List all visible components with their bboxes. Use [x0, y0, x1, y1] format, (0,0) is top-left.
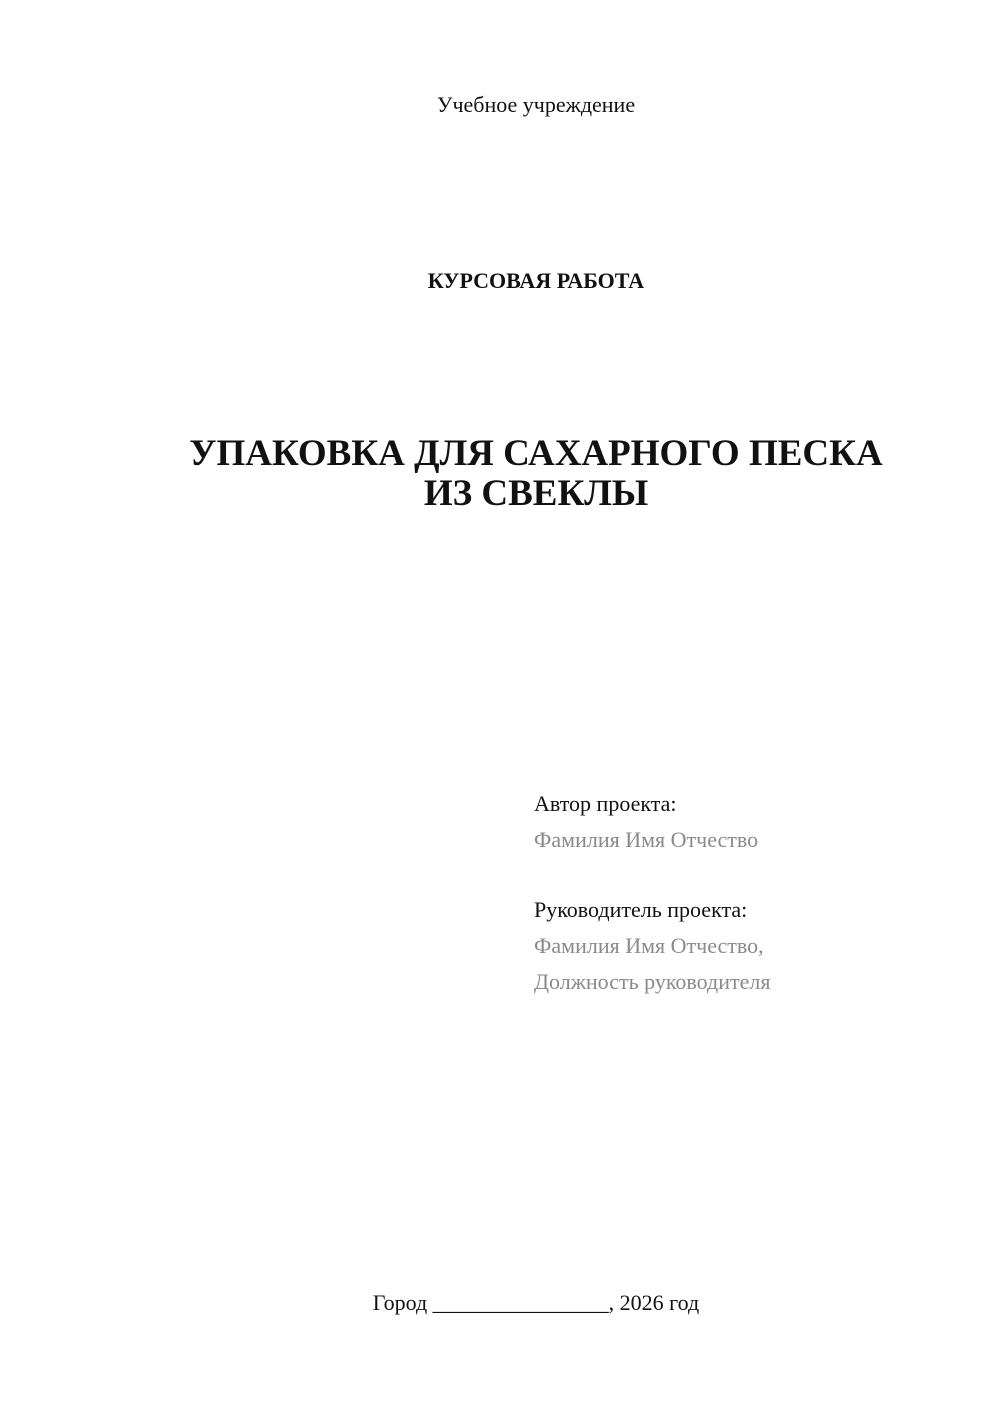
- document-title-line-1: УПАКОВКА ДЛЯ САХАРНОГО ПЕСКА: [189, 433, 883, 474]
- author-name: Фамилия Имя Отчество: [534, 827, 759, 852]
- supervisor-label: Руководитель проекта:: [534, 897, 748, 922]
- supervisor-name: Фамилия Имя Отчество,: [534, 933, 764, 958]
- document-title: [0, 434, 1000, 514]
- supervisor-position: Должность руководителя: [534, 969, 771, 994]
- work-type-heading: КУРСОВАЯ РАБОТА: [427, 268, 645, 293]
- institution-name: Учебное учреждение: [436, 92, 636, 117]
- document-title-line-2: ИЗ СВЕКЛЫ: [423, 473, 649, 514]
- info-spacer: [534, 858, 974, 892]
- author-label: Автор проекта:: [534, 791, 677, 816]
- city-year-footer: Город ________________, 2026 год: [372, 1290, 700, 1315]
- project-info: [534, 786, 974, 1000]
